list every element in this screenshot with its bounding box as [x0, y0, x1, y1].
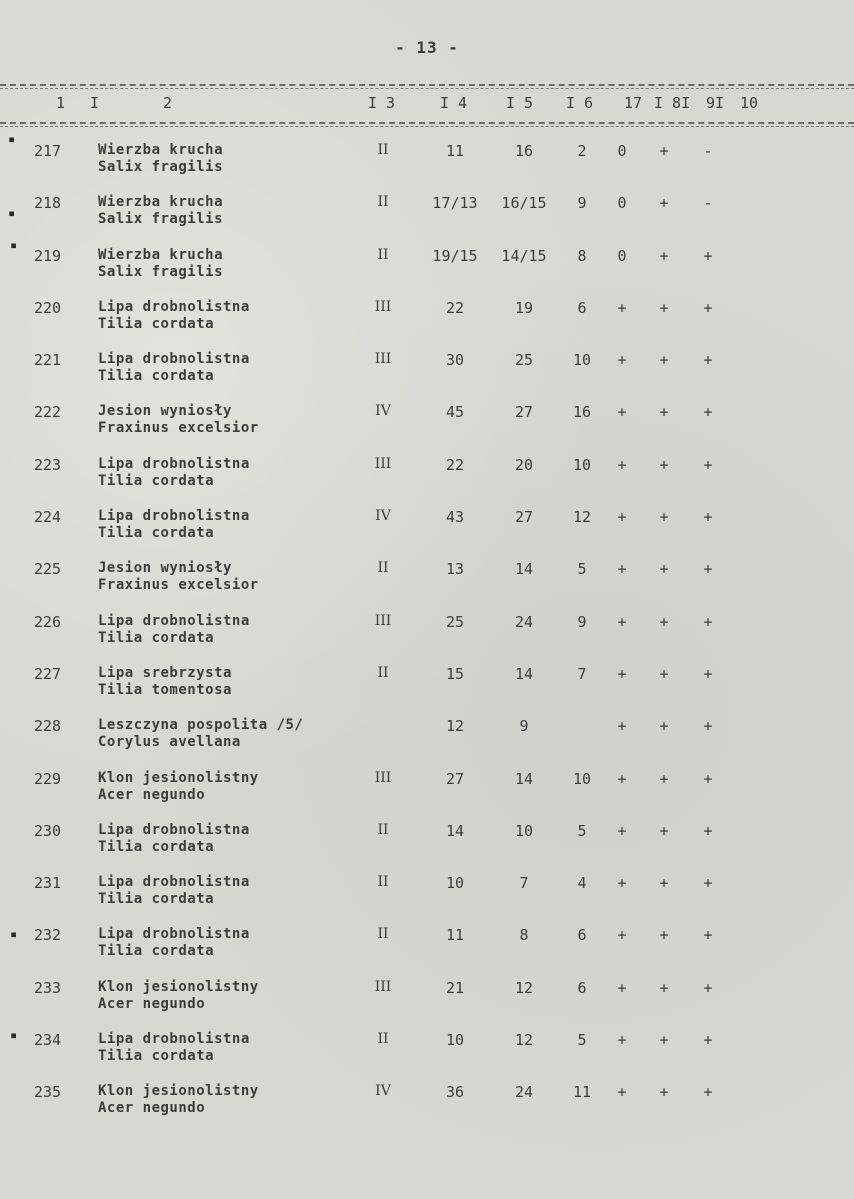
cell-col-9: - [703, 194, 713, 213]
tree-name: Wierzba krucha [98, 142, 224, 158]
cell-col-4: 17/13 [432, 194, 478, 213]
cell-col-9: + [703, 874, 713, 893]
cell-col-9: + [703, 298, 713, 317]
cell-col-3: IV [375, 508, 391, 525]
header-col-9: 9I [706, 94, 725, 112]
tree-number: 231 [34, 874, 62, 893]
cell-col-4: 21 [445, 978, 465, 997]
cell-col-5: 9 [519, 717, 529, 736]
cell-col-9: + [703, 926, 713, 945]
cell-col-8: + [659, 664, 669, 683]
cell-col-3: III [374, 298, 392, 315]
tree-number: 229 [34, 769, 62, 788]
tree-latin-name: Tilia cordata [98, 1048, 215, 1065]
table-row [0, 922, 854, 974]
tree-name: Lipa drobnolistna [98, 612, 250, 629]
tree-number: 220 [34, 298, 62, 317]
cell-col-3: IV [375, 1083, 391, 1100]
cell-col-8: + [659, 717, 669, 736]
cell-col-5: 10 [514, 821, 534, 840]
cell-col-4: 11 [445, 142, 465, 160]
table-row [0, 766, 854, 818]
tree-latin-name: Tilia cordata [98, 472, 215, 489]
tree-name: Klon jesionolistny [98, 1083, 259, 1100]
cell-col-4: 25 [445, 612, 465, 631]
cell-col-6: 10 [572, 455, 592, 474]
cell-col-9: + [703, 351, 713, 370]
cell-col-5: 14 [514, 560, 534, 579]
cell-col-9: + [703, 246, 713, 265]
header-top-rule [0, 84, 854, 86]
cell-col-8: + [659, 874, 669, 893]
cell-col-5: 27 [514, 403, 534, 422]
cell-col-4: 14 [445, 821, 465, 840]
cell-col-6: 6 [577, 978, 587, 997]
table-row [0, 713, 854, 765]
table-row [0, 609, 854, 661]
tree-latin-name: Tilia cordata [98, 368, 215, 385]
cell-col-5: 7 [519, 874, 529, 893]
cell-col-7: + [617, 717, 627, 736]
cell-col-8: + [659, 769, 669, 788]
table-row [0, 1079, 854, 1131]
cell-col-3: III [374, 612, 392, 629]
tree-name: Jesion wyniosły [98, 560, 232, 577]
header-col-8: I 8I [654, 94, 691, 112]
tree-number: 222 [34, 403, 62, 422]
cell-col-4: 15 [445, 664, 465, 683]
tree-name: Wierzba krucha [98, 246, 224, 263]
cell-col-6: 5 [577, 1031, 587, 1050]
cell-col-9: + [703, 978, 713, 997]
cell-col-5: 19 [514, 298, 534, 317]
cell-col-3: III [374, 351, 392, 368]
cell-col-7: + [617, 508, 627, 527]
cell-col-7: + [617, 403, 627, 422]
cell-col-4: 22 [445, 455, 465, 474]
cell-col-6: 8 [577, 246, 587, 265]
margin-dot: ▪ [8, 206, 16, 220]
tree-number: 225 [34, 560, 62, 579]
cell-col-6: 12 [572, 508, 592, 527]
tree-name: Wierzba krucha [98, 194, 224, 211]
header-bottom-rule [0, 122, 854, 124]
header-top-rule-2 [0, 88, 854, 89]
cell-col-5: 16 [514, 142, 534, 160]
cell-col-7: + [617, 351, 627, 370]
tree-name: Leszczyna pospolita /5/ [98, 717, 304, 734]
header-bottom-rule-2 [0, 126, 854, 127]
margin-dot: ▪ [10, 1028, 18, 1042]
tree-latin-name: Tilia cordata [98, 525, 215, 542]
cell-col-4: 30 [445, 351, 465, 370]
tree-number: 219 [34, 246, 62, 265]
cell-col-3: II [377, 1031, 389, 1048]
header-col-7: 17 [624, 94, 643, 112]
tree-number: 233 [34, 978, 62, 997]
cell-col-3: II [377, 664, 389, 681]
tree-number: 227 [34, 664, 62, 683]
cell-col-6: 9 [577, 194, 587, 213]
tree-number: 221 [34, 351, 62, 370]
table-row [0, 975, 854, 1027]
cell-col-5: 12 [514, 978, 534, 997]
cell-col-6: 5 [577, 560, 587, 579]
cell-col-6: 6 [577, 298, 587, 317]
tree-name: Lipa srebrzysta [98, 664, 232, 681]
cell-col-8: + [659, 821, 669, 840]
cell-col-8: + [659, 246, 669, 265]
cell-col-7: + [617, 560, 627, 579]
cell-col-6: 10 [572, 769, 592, 788]
cell-col-3: III [374, 769, 392, 786]
cell-col-8: + [659, 351, 669, 370]
table-row [0, 870, 854, 922]
cell-col-7: + [617, 455, 627, 474]
header-col-3: I 3 [368, 94, 396, 112]
tree-latin-name: Salix fragilis [98, 263, 224, 280]
cell-col-5: 14/15 [501, 246, 547, 265]
cell-col-4: 13 [445, 560, 465, 579]
cell-col-3: III [374, 978, 392, 995]
table-row [0, 452, 854, 504]
cell-col-4: 10 [445, 1031, 465, 1050]
cell-col-7: 0 [617, 194, 627, 213]
cell-col-6: 7 [577, 664, 587, 683]
cell-col-9: + [703, 455, 713, 474]
cell-col-6: 11 [572, 1083, 592, 1102]
tree-number: 228 [34, 717, 62, 736]
cell-col-9: + [703, 612, 713, 631]
table-row [0, 190, 854, 242]
cell-col-5: 20 [514, 455, 534, 474]
table-row [0, 661, 854, 713]
cell-col-6: 9 [577, 612, 587, 631]
table-header [0, 94, 854, 116]
cell-col-6: 6 [577, 926, 587, 945]
table-row [0, 556, 854, 608]
cell-col-8: + [659, 508, 669, 527]
tree-name: Lipa drobnolistna [98, 455, 250, 472]
cell-col-3: IV [375, 403, 391, 420]
cell-col-4: 11 [445, 926, 465, 945]
cell-col-5: 14 [514, 664, 534, 683]
cell-col-7: 0 [617, 142, 627, 160]
cell-col-5: 8 [519, 926, 529, 945]
header-col-10: 10 [740, 94, 759, 112]
cell-col-4: 22 [445, 298, 465, 317]
tree-number: 226 [34, 612, 62, 631]
cell-col-4: 43 [445, 508, 465, 527]
cell-col-6: 10 [572, 351, 592, 370]
cell-col-5: 16/15 [501, 194, 547, 213]
tree-number: 232 [34, 926, 62, 945]
cell-col-4: 12 [445, 717, 465, 736]
cell-col-8: + [659, 1031, 669, 1050]
cell-col-3: II [377, 874, 389, 891]
cell-col-5: 14 [514, 769, 534, 788]
table-row [0, 138, 854, 190]
table-row [0, 295, 854, 347]
tree-latin-name: Tilia cordata [98, 629, 215, 646]
tree-latin-name: Corylus avellana [98, 734, 241, 751]
tree-name: Lipa drobnolistna [98, 1031, 250, 1048]
tree-number: 235 [34, 1083, 62, 1102]
tree-name: Jesion wyniosły [98, 403, 232, 420]
cell-col-6: 2 [577, 142, 587, 160]
tree-name: Lipa drobnolistna [98, 874, 250, 891]
cell-col-5: 24 [514, 1083, 534, 1102]
cell-col-7: + [617, 612, 627, 631]
tree-number: 224 [34, 508, 62, 527]
header-separator: I [90, 94, 100, 112]
cell-col-7: + [617, 821, 627, 840]
page-number: - 13 - [395, 38, 459, 57]
tree-number: 218 [34, 194, 62, 213]
tree-latin-name: Tilia cordata [98, 315, 215, 332]
cell-col-3: II [377, 142, 389, 158]
table-row [0, 818, 854, 870]
cell-col-9: + [703, 1083, 713, 1102]
header-col-2: 2 [163, 94, 173, 112]
header-col-5: I 5 [506, 94, 534, 112]
cell-col-4: 10 [445, 874, 465, 893]
cell-col-9: + [703, 403, 713, 422]
table-row [0, 504, 854, 556]
tree-name: Lipa drobnolistna [98, 351, 250, 368]
tree-number: 217 [34, 142, 62, 160]
tree-latin-name: Salix fragilis [98, 211, 224, 228]
cell-col-6: 4 [577, 874, 587, 893]
tree-latin-name: Acer negundo [98, 995, 206, 1012]
table-row [0, 1027, 854, 1079]
cell-col-3: II [377, 821, 389, 838]
cell-col-6: 5 [577, 821, 587, 840]
cell-col-7: + [617, 664, 627, 683]
header-col-4: I 4 [440, 94, 468, 112]
cell-col-5: 25 [514, 351, 534, 370]
tree-number: 230 [34, 821, 62, 840]
tree-number: 223 [34, 455, 62, 474]
tree-name: Lipa drobnolistna [98, 298, 250, 315]
cell-col-6: 16 [572, 403, 592, 422]
margin-dot: ▪ [10, 927, 18, 941]
cell-col-7: + [617, 926, 627, 945]
cell-col-9: + [703, 560, 713, 579]
cell-col-7: + [617, 1083, 627, 1102]
cell-col-8: + [659, 194, 669, 213]
cell-col-8: + [659, 142, 669, 160]
cell-col-5: 24 [514, 612, 534, 631]
tree-latin-name: Fraxinus excelsior [98, 577, 259, 594]
cell-col-9: + [703, 508, 713, 527]
cell-col-8: + [659, 560, 669, 579]
cell-col-3: III [374, 455, 392, 472]
tree-latin-name: Tilia cordata [98, 891, 215, 908]
table-row [0, 347, 854, 399]
cell-col-8: + [659, 1083, 669, 1102]
table-body [0, 138, 854, 1132]
cell-col-9: + [703, 717, 713, 736]
cell-col-4: 45 [445, 403, 465, 422]
cell-col-9: - [703, 142, 713, 160]
cell-col-4: 36 [445, 1083, 465, 1102]
tree-latin-name: Fraxinus excelsior [98, 420, 259, 437]
cell-col-3: II [377, 560, 389, 577]
cell-col-5: 12 [514, 1031, 534, 1050]
cell-col-7: + [617, 1031, 627, 1050]
cell-col-7: + [617, 978, 627, 997]
cell-col-5: 27 [514, 508, 534, 527]
cell-col-8: + [659, 298, 669, 317]
tree-latin-name: Tilia tomentosa [98, 681, 232, 698]
tree-name: Klon jesionolistny [98, 978, 259, 995]
cell-col-9: + [703, 821, 713, 840]
tree-latin-name: Acer negundo [98, 786, 206, 803]
cell-col-8: + [659, 403, 669, 422]
tree-latin-name: Acer negundo [98, 1100, 206, 1117]
table-row [0, 399, 854, 451]
tree-name: Lipa drobnolistna [98, 926, 250, 943]
cell-col-8: + [659, 455, 669, 474]
cell-col-9: + [703, 769, 713, 788]
table-row [0, 243, 854, 295]
cell-col-7: + [617, 769, 627, 788]
margin-dot: ▪ [8, 132, 16, 146]
tree-latin-name: Salix fragilis [98, 159, 224, 175]
cell-col-3: II [377, 194, 389, 211]
cell-col-4: 27 [445, 769, 465, 788]
cell-col-9: + [703, 1031, 713, 1050]
tree-number: 234 [34, 1031, 62, 1050]
cell-col-3: II [377, 246, 389, 263]
header-col-1: 1 [56, 94, 66, 112]
cell-col-7: 0 [617, 246, 627, 265]
tree-name: Klon jesionolistny [98, 769, 259, 786]
cell-col-9: + [703, 664, 713, 683]
cell-col-3: II [377, 926, 389, 943]
cell-col-7: + [617, 874, 627, 893]
tree-name: Lipa drobnolistna [98, 821, 250, 838]
tree-latin-name: Tilia cordata [98, 838, 215, 855]
margin-dot: ▪ [10, 238, 18, 252]
cell-col-8: + [659, 612, 669, 631]
cell-col-8: + [659, 926, 669, 945]
tree-name: Lipa drobnolistna [98, 508, 250, 525]
header-col-6: I 6 [566, 94, 594, 112]
cell-col-7: + [617, 298, 627, 317]
cell-col-8: + [659, 978, 669, 997]
tree-latin-name: Tilia cordata [98, 943, 215, 960]
cell-col-4: 19/15 [432, 246, 478, 265]
